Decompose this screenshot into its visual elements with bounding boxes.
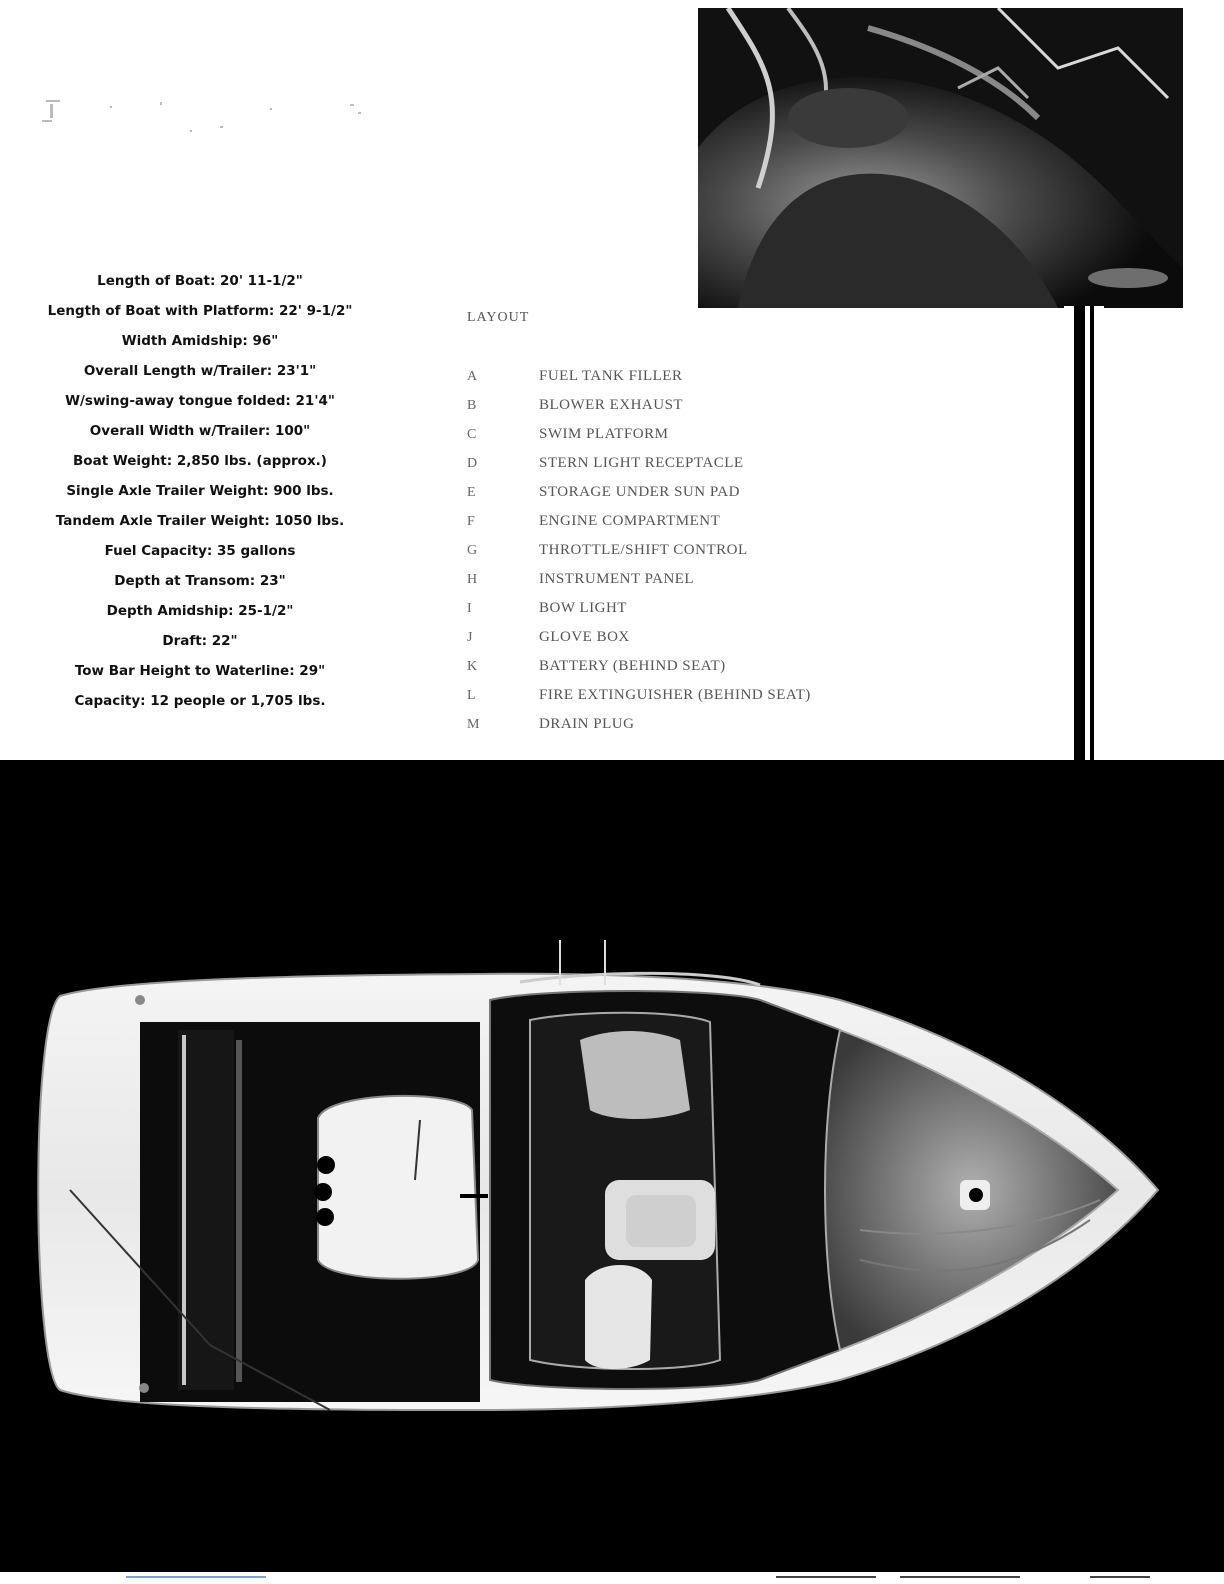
legend-label: DRAIN PLUG: [539, 716, 635, 732]
spec-item: Draft: 22": [162, 633, 238, 649]
legend-key: A: [467, 369, 478, 384]
legend-label: INSTRUMENT PANEL: [539, 571, 695, 587]
spec-item: Single Axle Trailer Weight: 900 lbs.: [66, 483, 334, 499]
legend-key: J: [467, 630, 473, 645]
legend-key: I: [467, 601, 472, 616]
legend-key: K: [467, 659, 478, 674]
legend-label: GLOVE BOX: [539, 629, 630, 645]
spec-item: Width Amidship: 96": [121, 333, 279, 349]
bottom-strip: [0, 1572, 1224, 1584]
legend-label: FUEL TANK FILLER: [539, 368, 683, 384]
spec-item: Boat Weight: 2,850 lbs. (approx.): [73, 453, 327, 469]
specifications-list: [20, 266, 380, 716]
legend-key: H: [467, 572, 478, 587]
spec-item: Tandem Axle Trailer Weight: 1050 lbs.: [55, 513, 345, 529]
spec-item: W/swing-away tongue folded: 21'4": [65, 393, 335, 409]
boat-top-view-photo: [0, 760, 1224, 1584]
spec-item: Capacity: 12 people or 1,705 lbs.: [74, 693, 326, 709]
spec-item: Fuel Capacity: 35 gallons: [104, 543, 296, 559]
spec-item: Length of Boat with Platform: 22' 9-1/2": [47, 303, 353, 319]
legend-label: THROTTLE/SHIFT CONTROL: [539, 542, 748, 558]
legend-key: L: [467, 688, 476, 703]
spec-item: Tow Bar Height to Waterline: 29": [74, 663, 326, 679]
legend-label: BATTERY (BEHIND SEAT): [539, 658, 726, 674]
boat-interior-photo: [698, 8, 1183, 308]
spec-item: Depth Amidship: 25-1/2": [106, 603, 294, 619]
faint-scan-marks: [40, 96, 370, 138]
engine-hatch: [318, 1096, 478, 1279]
legend-label: SWIM PLATFORM: [539, 426, 669, 442]
legend-label: STORAGE UNDER SUN PAD: [539, 484, 740, 500]
legend-key: D: [467, 456, 478, 471]
decorative-rails: [1064, 306, 1104, 764]
spec-item: Depth at Transom: 23": [114, 573, 286, 589]
legend-label: BLOWER EXHAUST: [539, 397, 684, 413]
legend-key: C: [467, 427, 477, 442]
legend-label: ENGINE COMPARTMENT: [539, 513, 721, 529]
legend-key: B: [467, 398, 477, 413]
legend-label: STERN LIGHT RECEPTACLE: [539, 455, 744, 471]
layout-heading: LAYOUT: [467, 310, 530, 325]
legend-key: M: [467, 717, 480, 732]
spec-item: Overall Width w/Trailer: 100": [89, 423, 311, 439]
legend-key: E: [467, 485, 476, 500]
spec-item: Length of Boat: 20' 11-1/2": [97, 273, 303, 289]
legend-key: G: [467, 543, 478, 558]
legend-label: FIRE EXTINGUISHER (BEHIND SEAT): [539, 687, 811, 703]
legend-label: BOW LIGHT: [539, 600, 627, 616]
legend-key: F: [467, 514, 475, 529]
spec-item: Overall Length w/Trailer: 23'1": [83, 363, 317, 379]
